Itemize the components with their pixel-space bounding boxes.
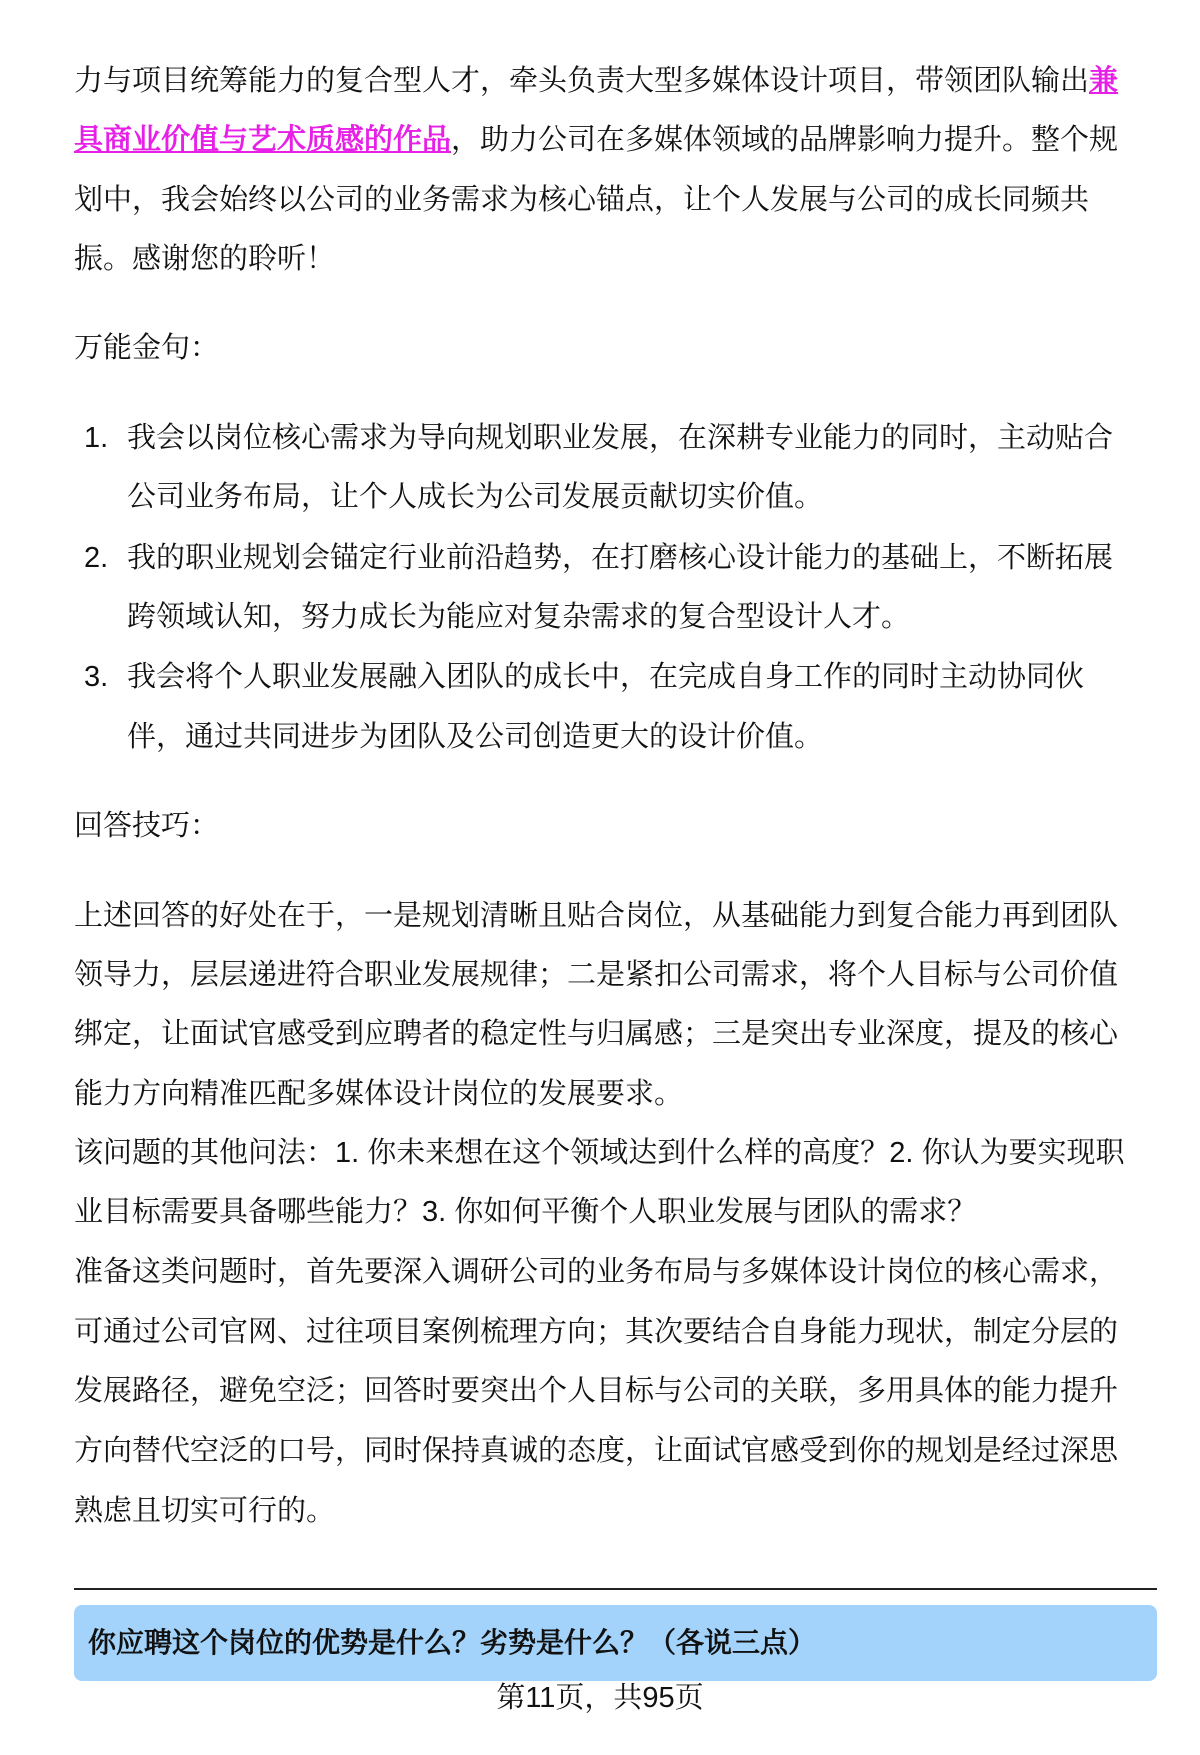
list-item-line: 我的职业规划会锚定行业前沿趋势，在打磨核心设计能力的基础上，不断拓展: [127, 542, 1114, 574]
highlight-text: 具商业价值与艺术质感的作品: [74, 124, 452, 156]
highlight-text: 兼: [1089, 65, 1119, 97]
tips-para3-line: 方向替代空泛的口号，同时保持真诚的态度，让面试官感受到你的规划是经过深思: [74, 1435, 1119, 1467]
tips-para3-line: 发展路径，避免空泛；回答时要突出个人目标与公司的关联，多用具体的能力提升: [74, 1375, 1119, 1407]
list-item-line: 公司业务布局，让个人成长为公司发展贡献切实价值。: [127, 481, 824, 513]
intro-line-2: [74, 120, 1118, 160]
list-number: 1.: [84, 422, 109, 454]
intro-line-3: 划中，我会始终以公司的业务需求为核心锚点，让个人发展与公司的成长同频共: [74, 184, 1090, 216]
list-number: 3.: [84, 661, 109, 693]
list-item-line: 我会将个人职业发展融入团队的成长中，在完成自身工作的同时主动协同伙: [127, 661, 1085, 693]
tips-para1-line: 绑定，让面试官感受到应聘者的稳定性与归属感；三是突出专业深度，提及的核心: [74, 1018, 1119, 1050]
text: ，助力公司在多媒体领域的品牌影响力提升。整个规: [451, 124, 1119, 156]
tips-para1-line: 能力方向精准匹配多媒体设计岗位的发展要求。: [74, 1078, 684, 1110]
next-question-banner: [74, 1605, 1157, 1681]
tips-para1-line: 领导力，层层递进符合职业发展规律；二是紧扣公司需求，将个人目标与公司价值: [74, 959, 1119, 991]
golden-heading: 万能金句：: [74, 332, 220, 364]
divider: [74, 1588, 1157, 1590]
intro-line-4: 振。感谢您的聆听！: [74, 243, 336, 275]
tips-para2-line: 该问题的其他问法：1. 你未来想在这个领域达到什么样的高度？2. 你认为要实现职: [74, 1137, 1125, 1169]
tips-para1-line: 上述回答的好处在于，一是规划清晰且贴合岗位，从基础能力到复合能力再到团队: [74, 900, 1119, 932]
tips-heading: 回答技巧：: [74, 810, 220, 842]
tips-para2-line: 业目标需要具备哪些能力？3. 你如何平衡个人职业发展与团队的需求？: [74, 1196, 977, 1228]
list-number: 2.: [84, 542, 109, 574]
tips-para3-line: 熟虑且切实可行的。: [74, 1495, 336, 1527]
tips-para3-line: 可通过公司官网、过往项目案例梳理方向；其次要结合自身能力现状，制定分层的: [74, 1316, 1119, 1348]
list-item-line: 我会以岗位核心需求为导向规划职业发展，在深耕专业能力的同时，主动贴合: [127, 422, 1114, 454]
intro-line-1: [74, 61, 1118, 101]
text: 力与项目统筹能力的复合型人才，牵头负责大型多媒体设计项目，带领团队输出: [74, 65, 1090, 97]
list-item-line: 伴，通过共同进步为团队及公司创造更大的设计价值。: [127, 721, 824, 753]
next-question-title: 你应聘这个岗位的优势是什么？劣势是什么？（各说三点）: [88, 1627, 817, 1658]
page-number: 第11页，共95页: [496, 1682, 704, 1714]
tips-para3-line: 准备这类问题时，首先要深入调研公司的业务布局与多媒体设计岗位的核心需求，: [74, 1256, 1119, 1288]
list-item-line: 跨领域认知，努力成长为能应对复杂需求的复合型设计人才。: [127, 601, 911, 633]
